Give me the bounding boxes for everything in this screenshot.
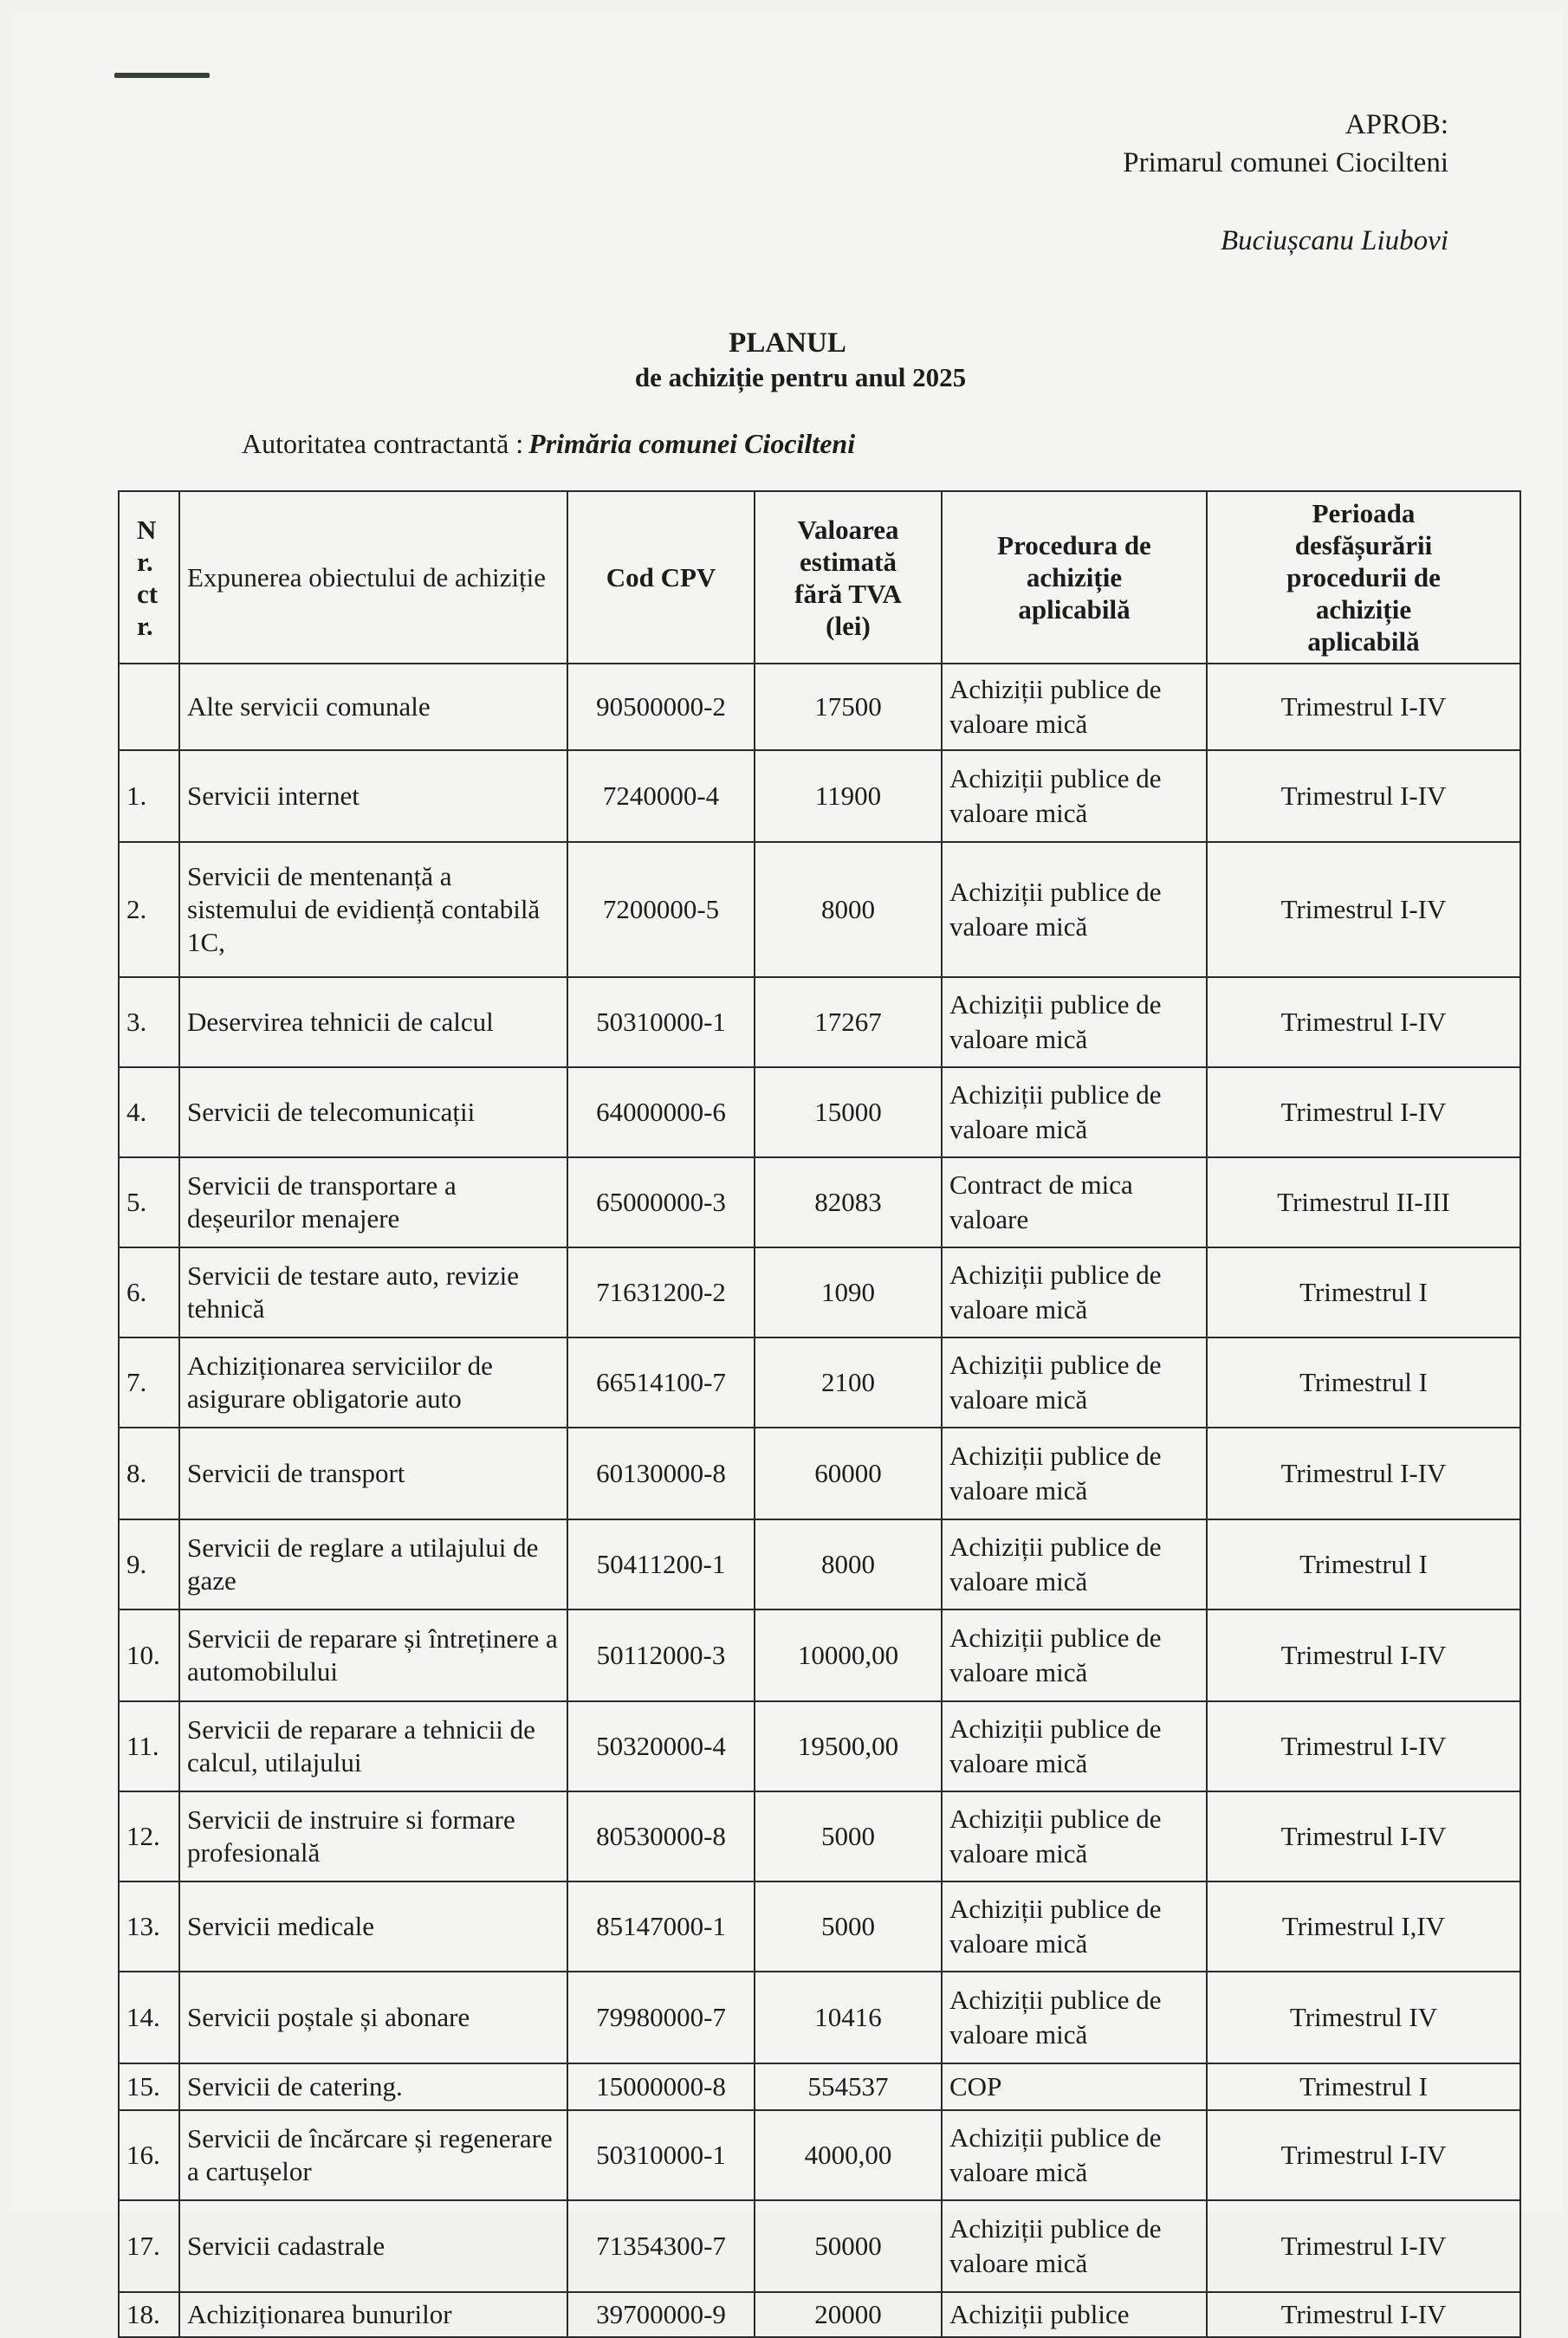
row-description: Servicii de transportare a deșeurilor menajere <box>179 1157 567 1247</box>
row-cpv-code: 65000000-3 <box>567 1157 755 1247</box>
row-cpv-code: 71354300-7 <box>567 2200 755 2292</box>
row-period: Trimestrul I-IV <box>1207 1791 1520 1881</box>
row-number: 9. <box>119 1519 179 1609</box>
row-description: Servicii cadastrale <box>179 2200 567 2292</box>
row-procedure: Achiziții publice de valoare mică <box>942 1791 1207 1881</box>
row-period: Trimestrul I <box>1207 1519 1520 1609</box>
table-row <box>119 1067 1520 1157</box>
row-description: Servicii de catering. <box>179 2063 567 2110</box>
row-estimated-value: 17267 <box>755 977 942 1067</box>
row-number: 16. <box>119 2110 179 2200</box>
row-procedure: COP <box>942 2063 1207 2110</box>
table-row <box>119 1428 1520 1519</box>
row-period: Trimestrul I-IV <box>1207 977 1520 1067</box>
row-period: Trimestrul I-IV <box>1207 2200 1520 2292</box>
row-number: 5. <box>119 1157 179 1247</box>
header-cpv: Cod CPV <box>567 491 755 664</box>
row-estimated-value: 5000 <box>755 1881 942 1972</box>
row-procedure: Achiziții publice de valoare mică <box>942 1337 1207 1428</box>
row-cpv-code: 50310000-1 <box>567 2110 755 2200</box>
approval-block <box>1123 106 1448 260</box>
row-procedure: Achiziții publice de valoare mică <box>942 1067 1207 1157</box>
row-procedure: Achiziții publice de valoare mică <box>942 1247 1207 1337</box>
row-number: 10. <box>119 1609 179 1701</box>
row-cpv-code: 39700000-9 <box>567 2292 755 2337</box>
row-description: Achiziționarea bunurilor <box>179 2292 567 2337</box>
header-nr: N r. ct r. <box>119 491 179 664</box>
row-procedure: Achiziții publice de valoare mică <box>942 977 1207 1067</box>
table-row <box>119 750 1520 842</box>
approval-label: APROB: <box>1344 109 1448 140</box>
row-number: 3. <box>119 977 179 1067</box>
row-period: Trimestrul I-IV <box>1207 2110 1520 2200</box>
row-procedure: Achiziții publice de valoare mică <box>942 842 1207 977</box>
row-cpv-code: 66514100-7 <box>567 1337 755 1428</box>
approval-signatory: Buciușcanu Liubovi <box>1220 225 1448 256</box>
row-procedure: Achiziții publice de valoare mică <box>942 1972 1207 2063</box>
row-estimated-value: 11900 <box>755 750 942 842</box>
table-header-row <box>119 491 1520 664</box>
row-number: 14. <box>119 1972 179 2063</box>
row-estimated-value: 60000 <box>755 1428 942 1519</box>
row-description: Servicii medicale <box>179 1881 567 1972</box>
row-estimated-value: 10000,00 <box>755 1609 942 1701</box>
row-estimated-value: 1090 <box>755 1247 942 1337</box>
row-number <box>119 664 179 750</box>
page-title <box>12 326 1563 395</box>
row-description: Servicii de transport <box>179 1428 567 1519</box>
row-period: Trimestrul I-IV <box>1207 664 1520 750</box>
row-description: Servicii poștale și abonare <box>179 1972 567 2063</box>
row-number: 2. <box>119 842 179 977</box>
table-row <box>119 1881 1520 1972</box>
row-cpv-code: 60130000-8 <box>567 1428 755 1519</box>
row-procedure: Achiziții publice de valoare mică <box>942 750 1207 842</box>
row-estimated-value: 554537 <box>755 2063 942 2110</box>
row-number: 17. <box>119 2200 179 2292</box>
row-number: 6. <box>119 1247 179 1337</box>
row-cpv-code: 50411200-1 <box>567 1519 755 1609</box>
row-number: 1. <box>119 750 179 842</box>
approval-position: Primarul comunei Ciocilteni <box>1123 147 1448 178</box>
row-estimated-value: 4000,00 <box>755 2110 942 2200</box>
row-period: Trimestrul I-IV <box>1207 1428 1520 1519</box>
row-description: Servicii internet <box>179 750 567 842</box>
row-period: Trimestrul II-III <box>1207 1157 1520 1247</box>
table-row <box>119 1247 1520 1337</box>
row-description: Servicii de încărcare și regenerare a cartușelor <box>179 2110 567 2200</box>
row-description: Servicii de reparare și întreținere a automobilului <box>179 1609 567 1701</box>
row-period: Trimestrul I <box>1207 1337 1520 1428</box>
row-procedure: Achiziții publice de valoare mică <box>942 2200 1207 2292</box>
row-description: Achiziționarea serviciilor de asigurare obligatorie auto <box>179 1337 567 1428</box>
header-description: Expunerea obiectului de achiziție <box>179 491 567 664</box>
row-period: Trimestrul I,IV <box>1207 1881 1520 1972</box>
row-number: 7. <box>119 1337 179 1428</box>
row-estimated-value: 2100 <box>755 1337 942 1428</box>
header-procedure: Procedura de achiziție aplicabilă <box>942 491 1207 664</box>
row-description: Deservirea tehnicii de calcul <box>179 977 567 1067</box>
row-estimated-value: 20000 <box>755 2292 942 2337</box>
row-number: 4. <box>119 1067 179 1157</box>
row-estimated-value: 10416 <box>755 1972 942 2063</box>
row-estimated-value: 50000 <box>755 2200 942 2292</box>
scan-mark <box>114 73 210 78</box>
row-procedure: Achiziții publice de valoare mică <box>942 1428 1207 1519</box>
row-estimated-value: 8000 <box>755 842 942 977</box>
row-cpv-code: 50320000-4 <box>567 1701 755 1791</box>
table-row <box>119 2200 1520 2292</box>
row-number: 11. <box>119 1701 179 1791</box>
row-estimated-value: 5000 <box>755 1791 942 1881</box>
row-cpv-code: 50310000-1 <box>567 977 755 1067</box>
row-period: Trimestrul I-IV <box>1207 1067 1520 1157</box>
row-period: Trimestrul IV <box>1207 1972 1520 2063</box>
header-period: Perioada desfășurării procedurii de achiziție aplicabilă <box>1207 491 1520 664</box>
row-description: Servicii de reparare a tehnicii de calcul, utilajului <box>179 1701 567 1791</box>
row-period: Trimestrul I-IV <box>1207 1609 1520 1701</box>
table-row <box>119 2063 1520 2110</box>
table-row <box>119 1519 1520 1609</box>
row-estimated-value: 19500,00 <box>755 1701 942 1791</box>
table-row <box>119 2292 1520 2337</box>
title-line1: PLANUL <box>729 327 846 359</box>
row-estimated-value: 8000 <box>755 1519 942 1609</box>
row-cpv-code: 90500000-2 <box>567 664 755 750</box>
row-procedure: Achiziții publice de valoare mică <box>942 1609 1207 1701</box>
row-description: Servicii de mentenanță a sistemului de evidiență contabilă 1C, <box>179 842 567 977</box>
row-period: Trimestrul I-IV <box>1207 1701 1520 1791</box>
row-cpv-code: 7240000-4 <box>567 750 755 842</box>
row-procedure: Achiziții publice de valoare mică <box>942 2110 1207 2200</box>
row-number: 15. <box>119 2063 179 2110</box>
row-procedure: Achiziții publice de valoare mică <box>942 664 1207 750</box>
row-period: Trimestrul I-IV <box>1207 750 1520 842</box>
title-line2: de achiziție pentru anul 2025 <box>634 362 967 392</box>
table-row <box>119 1337 1520 1428</box>
row-cpv-code: 80530000-8 <box>567 1791 755 1881</box>
table-row <box>119 1157 1520 1247</box>
row-procedure: Achiziții publice de valoare mică <box>942 1701 1207 1791</box>
row-number: 18. <box>119 2292 179 2337</box>
row-period: Trimestrul I <box>1207 1247 1520 1337</box>
authority-value: Primăria comunei Ciocilteni <box>528 428 856 459</box>
row-procedure: Achiziții publice de valoare mică <box>942 1881 1207 1972</box>
table-row <box>119 977 1520 1067</box>
row-cpv-code: 64000000-6 <box>567 1067 755 1157</box>
row-number: 12. <box>119 1791 179 1881</box>
table-row <box>119 664 1520 750</box>
row-period: Trimestrul I-IV <box>1207 2292 1520 2337</box>
table-row <box>119 2110 1520 2200</box>
row-period: Trimestrul I <box>1207 2063 1520 2110</box>
table-row <box>119 1791 1520 1881</box>
row-period: Trimestrul I-IV <box>1207 842 1520 977</box>
row-procedure: Achiziții publice de valoare mică <box>942 1519 1207 1609</box>
row-estimated-value: 15000 <box>755 1067 942 1157</box>
row-estimated-value: 82083 <box>755 1157 942 1247</box>
table-row <box>119 1972 1520 2063</box>
row-cpv-code: 50112000-3 <box>567 1609 755 1701</box>
row-number: 13. <box>119 1881 179 1972</box>
row-description: Servicii de instruire si formare profesională <box>179 1791 567 1881</box>
row-procedure: Achiziții publice <box>942 2292 1207 2337</box>
row-description: Servicii de reglare a utilajului de gaze <box>179 1519 567 1609</box>
row-cpv-code: 79980000-7 <box>567 1972 755 2063</box>
authority-label: Autoritatea contractantă : <box>242 428 524 459</box>
row-number: 8. <box>119 1428 179 1519</box>
row-cpv-code: 71631200-2 <box>567 1247 755 1337</box>
header-value: Valoarea estimată fără TVA (lei) <box>755 491 942 664</box>
row-procedure: Contract de mica valoare <box>942 1157 1207 1247</box>
procurement-table <box>118 490 1521 2338</box>
contracting-authority <box>242 428 855 460</box>
table-row <box>119 842 1520 977</box>
table-row <box>119 1609 1520 1701</box>
row-description: Servicii de testare auto, revizie tehnică <box>179 1247 567 1337</box>
table-row <box>119 1701 1520 1791</box>
row-cpv-code: 15000000-8 <box>567 2063 755 2110</box>
row-estimated-value: 17500 <box>755 664 942 750</box>
row-cpv-code: 85147000-1 <box>567 1881 755 1972</box>
row-description: Servicii de telecomunicații <box>179 1067 567 1157</box>
row-description: Alte servicii comunale <box>179 664 567 750</box>
row-cpv-code: 7200000-5 <box>567 842 755 977</box>
